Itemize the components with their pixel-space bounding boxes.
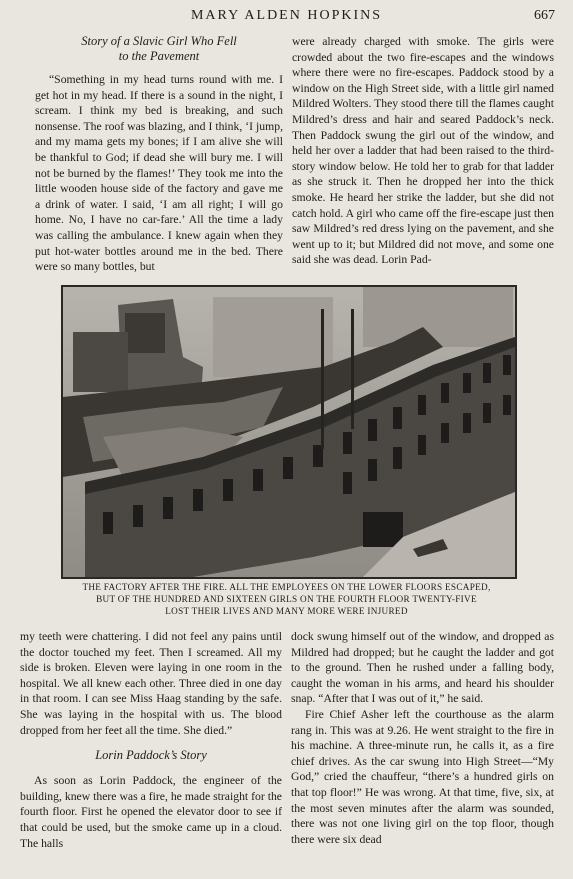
section-heading-line: to the Pavement xyxy=(118,49,200,63)
paragraph: were already charged with smoke. The girls were crowded about the two fire-escapes and the windows where there were no fire-escapes. Paddock stood by a window on the High Street side, with a little girl named Mildred Wolters. They stood there till the flames caught Mildred’s dress and hair and seared Paddock’s neck. Then Paddock swung the girl out of the window, and held her over a ladder that had been raised to the third-story window below. He told her to grab for that ladder as she struck it. Then he dropped her into the thick smoke. He heard her strike the ladder, but she did not catch hold. A girl who came off the fire-escape just then saw Mildred’s red dress lying on the pavement, and she went up to it; but Mildred did not move, and some one said she was dead. Lorin Pad- xyxy=(292,35,554,267)
running-title: MARY ALDEN HOPKINS xyxy=(190,8,383,23)
column-left-bottom xyxy=(20,629,282,851)
section-heading-line: Story of a Slavic Girl Who Fell xyxy=(81,34,237,48)
photo-caption xyxy=(40,581,533,617)
factory-ruins-illustration xyxy=(63,287,515,577)
column-left-top xyxy=(35,34,283,275)
paragraph: Fire Chief Asher left the courthouse as the alarm rang in. This was at 9.26. He went straight to the fire in his machine. A three-minute run, he calls it, as a fire chief drives. As the car swung into High Street—“My God,” cried the chauffeur, “there’s a hundred girls on that top floor!” He was wrong. At that time, five, six, at the most seven minutes after the alarm was sounded, there was not one living girl on the top floor, though there were six dead xyxy=(291,707,554,846)
section-heading-lorin-paddock: Lorin Paddock’s Story xyxy=(95,748,207,763)
page-number: 667 xyxy=(534,8,555,23)
caption-line: BUT OF THE HUNDRED AND SIXTEEN GIRLS ON THE FOURTH FLOOR TWENTY-FIVE xyxy=(96,594,477,604)
paragraph: As soon as Lorin Paddock, the engineer of the building, knew there was a fire, he made straight for the fourth floor. First he opened the elevator door to see if that could be used, but the smoke came up in a cloud. The halls xyxy=(20,774,282,850)
caption-line: THE FACTORY AFTER THE FIRE. ALL THE EMPLOYEES ON THE LOWER FLOORS ESCAPED, xyxy=(82,582,491,592)
caption-line: LOST THEIR LIVES AND MANY MORE WERE INJURED xyxy=(165,606,408,616)
column-right-bottom xyxy=(291,629,554,847)
paragraph: dock swung himself out of the window, and dropped as Mildred had dropped; but he caught the ladder and got to the ground. Then he rushed under a falling body, caught the woman in his arms, and heard his shoulder snap. “After that I was out of it,” he said. xyxy=(291,630,554,706)
running-head xyxy=(0,8,573,28)
paragraph: “Something in my head turns round with me. I get hot in my head. If there is a sound in the night, I scream. I think my bed is breaking, and such nonsense. The roof was blazing, and I think, ‘I jump, and my mama gets my bones; if I am alive she will be thankful to God; if dead she will bury me. I will not be burned by the flames!’ They took me into the little wooden house side of the factory and gave me a drink of water. I said, ‘I am all right; I will go home. No, I have no car-fare.’ All the time a lady was calling the ambulance. I knew again when they put hot-water bottles around me in the bed. There were so many bottles, but xyxy=(35,73,283,274)
section-heading-slavic-girl xyxy=(35,34,283,64)
column-right-top xyxy=(292,34,554,268)
paragraph: my teeth were chattering. I did not feel any pains until the doctor touched my feet. Then I screamed. All my side is broken. Eleven were laying in one room in the hospital. We all knew each other. Three died in one day in that room. I can see Miss Haag standing by the safe. She was laying in the hospital with us. The blood dropped from her feet all the time. She died.” xyxy=(20,630,282,737)
factory-ruins-photo xyxy=(61,285,517,579)
